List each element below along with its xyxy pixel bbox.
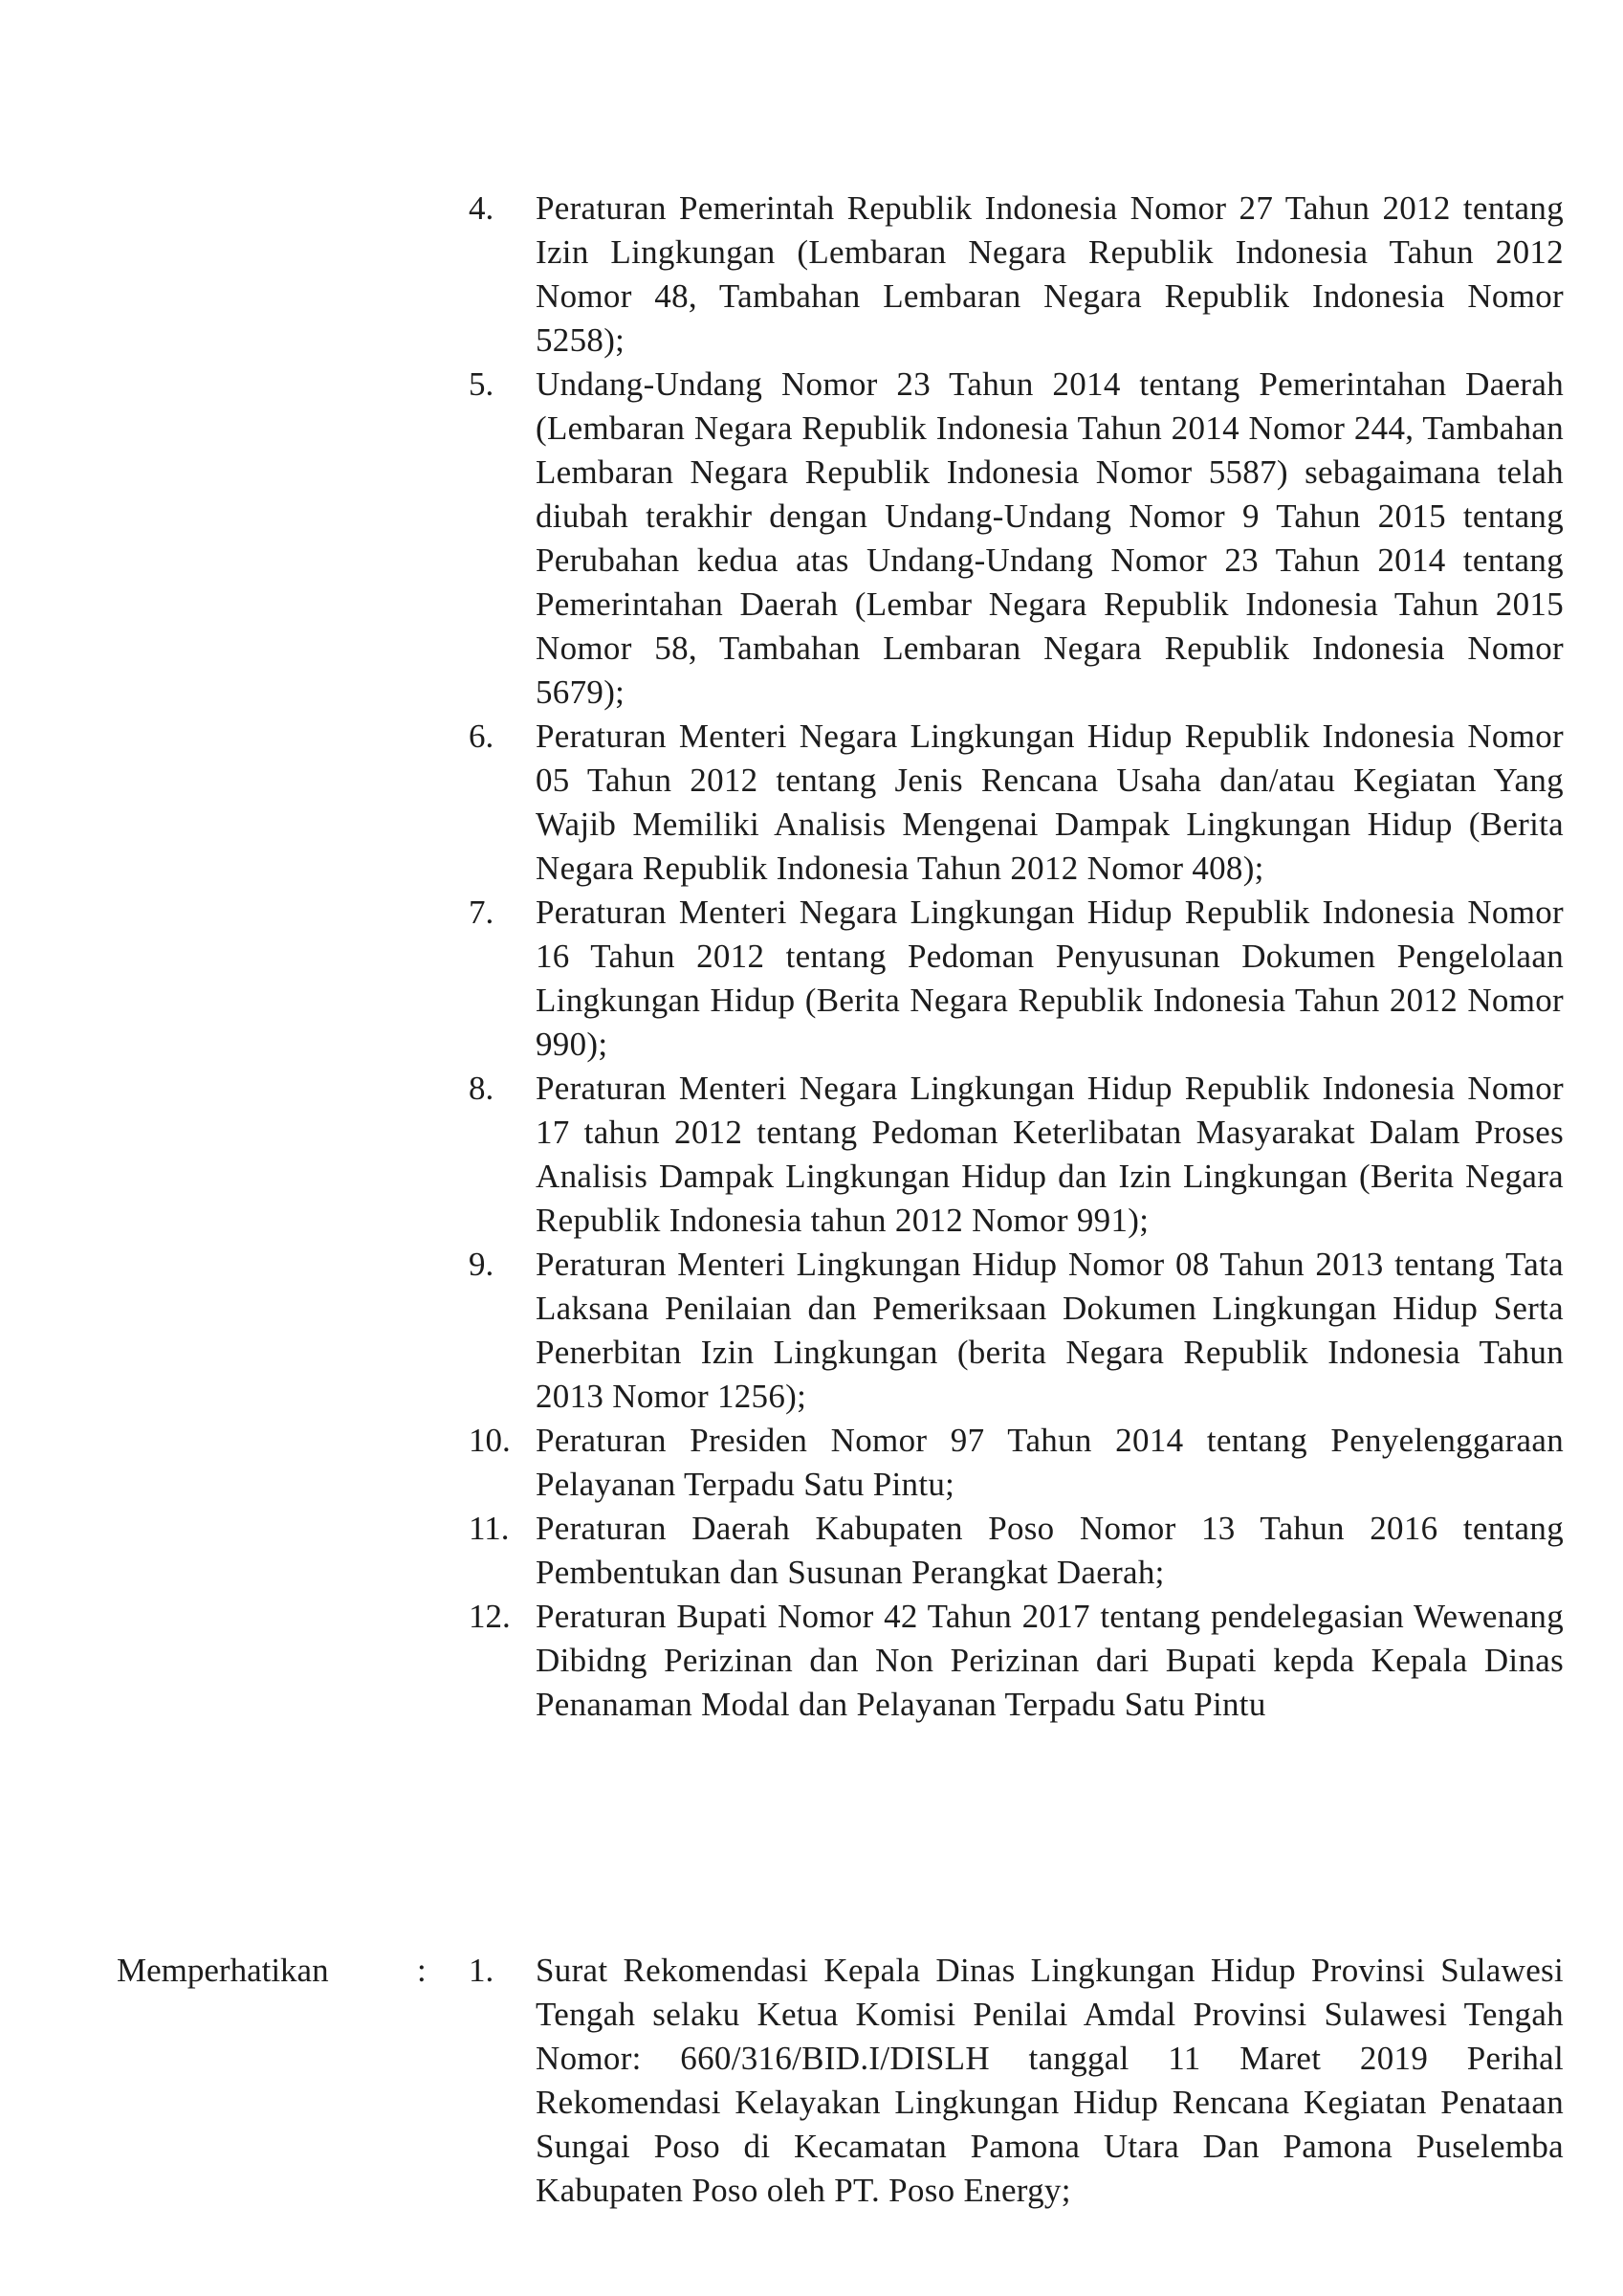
item-number: 7. <box>469 894 494 931</box>
memperhatikan-list <box>469 1949 1564 2213</box>
item-text: Peraturan Menteri Lingkungan Hidup Nomor 08 Tahun 2013 tentang Tata Laksana Penilaian dan Pemeriksaan Dokumen Lingkungan Hidup Serta Penerbitan Izin Lingkungan (berita Negara Republik Indonesia Tahun 2013 Nomor 1256); <box>536 1246 1564 1415</box>
item-text: Peraturan Menteri Negara Lingkungan Hidup Republik Indonesia Nomor 16 Tahun 2012 tentang Pedoman Penyusunan Dokumen Pengelolaan Lingkungan Hidup (Berita Negara Republik Indonesia Tahun 2012 Nomor 990); <box>536 894 1564 1063</box>
list-item <box>469 1507 1564 1595</box>
item-number: 12. <box>469 1598 511 1635</box>
list-item <box>469 1949 1564 2213</box>
section-label-memperhatikan: Memperhatikan <box>117 1952 329 1989</box>
item-number: 10. <box>469 1422 511 1459</box>
item-number: 4. <box>469 189 494 227</box>
item-text: Peraturan Menteri Negara Lingkungan Hidup Republik Indonesia Nomor 17 tahun 2012 tentang Pedoman Keterlibatan Masyarakat Dalam Proses Analisis Dampak Lingkungan Hidup dan Izin Lingkungan (Berita Negara Republik Indonesia tahun 2012 Nomor 991); <box>536 1070 1564 1239</box>
item-text: Peraturan Pemerintah Republik Indonesia Nomor 27 Tahun 2012 tentang Izin Lingkungan (Lembaran Negara Republik Indonesia Tahun 2012 Nomor 48, Tambahan Lembaran Negara Republik Indonesia Nomor 5258); <box>536 189 1564 359</box>
list-item <box>469 187 1564 363</box>
item-text: Peraturan Presiden Nomor 97 Tahun 2014 tentang Penyelenggaraan Pelayanan Terpadu Satu Pintu; <box>536 1422 1564 1503</box>
list-item <box>469 363 1564 715</box>
list-item <box>469 1243 1564 1419</box>
item-text: Peraturan Menteri Negara Lingkungan Hidup Republik Indonesia Nomor 05 Tahun 2012 tentang Jenis Rencana Usaha dan/atau Kegiatan Yang Wajib Memiliki Analisis Mengenai Dampak Lingkungan Hidup (Berita Negara Republik Indonesia Tahun 2012 Nomor 408); <box>536 718 1564 887</box>
item-number: 1. <box>469 1952 494 1989</box>
item-text: Surat Rekomendasi Kepala Dinas Lingkungan Hidup Provinsi Sulawesi Tengah selaku Ketua Komisi Penilai Amdal Provinsi Sulawesi Tengah Nomor: 660/316/BID.I/DISLH tanggal 11 Maret 2019 Perihal Rekomendasi Kelayakan Lingkungan Hidup Rencana Kegiatan Penataan Sungai Poso di Kecamatan Pamona Utara Dan Pamona Puselemba Kabupaten Poso oleh PT. Poso Energy; <box>536 1952 1564 2209</box>
section-colon: : <box>417 1952 427 1989</box>
list-item <box>469 1067 1564 1243</box>
item-number: 6. <box>469 718 494 755</box>
item-number: 11. <box>469 1510 510 1547</box>
item-number: 9. <box>469 1246 494 1283</box>
item-text: Peraturan Daerah Kabupaten Poso Nomor 13 Tahun 2016 tentang Pembentukan dan Susunan Perangkat Daerah; <box>536 1510 1564 1591</box>
list-item <box>469 1595 1564 1727</box>
item-number: 5. <box>469 365 494 403</box>
list-item <box>469 891 1564 1067</box>
list-item <box>469 715 1564 891</box>
list-item <box>469 1419 1564 1507</box>
item-number: 8. <box>469 1070 494 1107</box>
legal-basis-list <box>469 187 1564 1727</box>
item-text: Peraturan Bupati Nomor 42 Tahun 2017 tentang pendelegasian Wewenang Dibidng Perizinan dan Non Perizinan dari Bupati kepda Kepala Dinas Penanaman Modal dan Pelayanan Terpadu Satu Pintu <box>536 1598 1564 1723</box>
item-text: Undang-Undang Nomor 23 Tahun 2014 tentang Pemerintahan Daerah (Lembaran Negara Republik Indonesia Tahun 2014 Nomor 244, Tambahan Lembaran Negara Republik Indonesia Nomor 5587) sebagaimana telah diubah terakhir dengan Undang-Undang Nomor 9 Tahun 2015 tentang Perubahan kedua atas Undang-Undang Nomor 23 Tahun 2014 tentang Pemerintahan Daerah (Lembar Negara Republik Indonesia Tahun 2015 Nomor 58, Tambahan Lembaran Negara Republik Indonesia Nomor 5679); <box>536 365 1564 711</box>
